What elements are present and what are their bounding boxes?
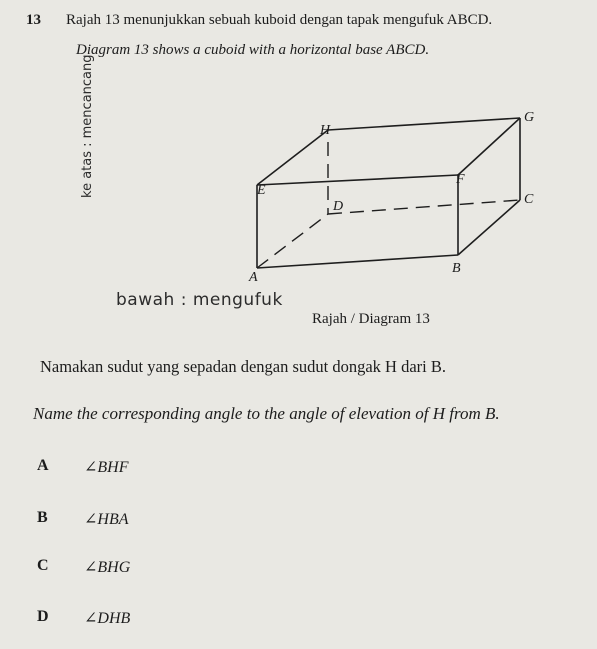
question-text-english: Diagram 13 shows a cuboid with a horizontal base ABCD. — [76, 42, 430, 58]
option-a-letter: A — [37, 457, 49, 474]
edge-AD-hidden — [257, 214, 328, 268]
edge-EH — [257, 130, 328, 185]
vertex-label-E: E — [257, 183, 266, 198]
prompt-english: Name the corresponding angle to the angle of elevation of H from B. — [33, 404, 500, 423]
vertex-label-D: D — [333, 199, 344, 214]
edge-BC — [458, 200, 520, 255]
option-c-letter: C — [37, 557, 49, 574]
vertex-label-A: A — [249, 270, 258, 285]
question-number: 13 — [26, 12, 41, 28]
vertex-label-H: H — [320, 123, 331, 138]
option-c-text: ∠BHG — [84, 559, 131, 576]
vertex-label-C: C — [524, 192, 534, 207]
handwritten-bottom-note: bawah : mengufuk — [116, 290, 283, 310]
option-a-text: ∠BHF — [84, 459, 129, 476]
vertex-label-G: G — [524, 110, 535, 125]
diagram-caption: Rajah / Diagram 13 — [312, 311, 430, 327]
question-text-malay: Rajah 13 menunjukkan sebuah kuboid dengan tapak mengufuk ABCD. — [66, 12, 493, 28]
edge-HG — [328, 118, 520, 130]
edge-FG — [458, 118, 520, 175]
vertex-label-F: F — [456, 172, 465, 187]
option-d-text: ∠DHB — [84, 610, 131, 627]
edge-AB — [257, 255, 458, 268]
option-b-text: ∠HBA — [84, 511, 129, 528]
edge-DC-hidden — [328, 200, 520, 214]
prompt-malay: Namakan sudut yang sepadan dengan sudut dongak H dari B. — [40, 357, 446, 376]
option-d-letter: D — [37, 608, 49, 625]
option-b-letter: B — [37, 509, 48, 526]
vertex-label-B: B — [452, 261, 461, 276]
edge-EF — [257, 175, 458, 185]
handwritten-vertical-note: ke atas : mencancang — [80, 54, 95, 198]
